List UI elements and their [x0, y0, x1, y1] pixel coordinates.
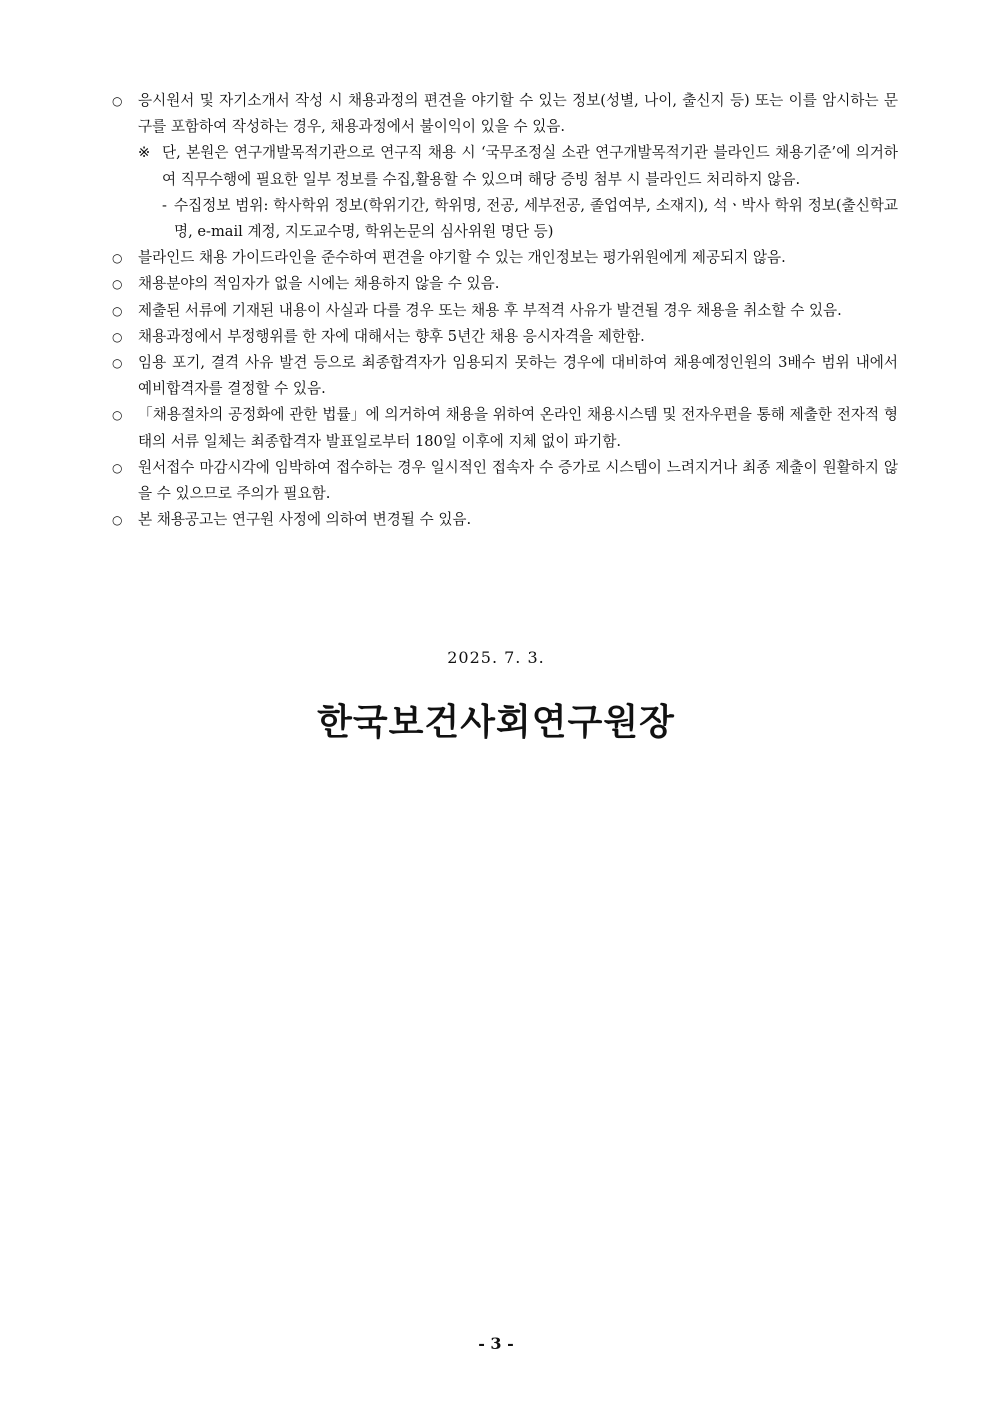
signature-title: 한국보건사회연구원장	[317, 701, 675, 743]
circle-bullet-icon: ○	[112, 460, 123, 475]
circle-bullet-icon: ○	[112, 303, 123, 318]
list-item-text: 원서접수 마감시각에 임박하여 접수하는 경우 일시적인 접속자 수 증가로 시스템이 느려지거나 최종 제출이 원활하지 않을 수 있으므로 주의가 필요함.	[138, 458, 898, 503]
page-number: - 3 -	[478, 1334, 514, 1353]
sub-note-item	[112, 193, 898, 245]
list-item	[112, 455, 898, 507]
list-item-text: 「채용절차의 공정화에 관한 법률」에 의거하여 채용을 위하여 온라인 채용시스템 및 전자우편을 통해 제출한 전자적 형태의 서류 일체는 최종합격자 발표일로부터 180일 이후에 지체 없이 파기함.	[138, 406, 898, 450]
circle-bullet-icon: ○	[112, 513, 123, 528]
list-item-text: 제출된 서류에 기재된 내용이 사실과 다를 경우 또는 채용 후 부적격 사유가 발견될 경우 채용을 취소할 수 있음.	[138, 301, 842, 319]
reference-mark-icon: ※	[138, 144, 151, 162]
notice-list	[112, 88, 898, 533]
circle-bullet-icon: ○	[112, 408, 123, 423]
announcement-date: 2025. 7. 3.	[447, 648, 545, 667]
circle-bullet-icon: ○	[112, 94, 123, 108]
circle-bullet-icon: ○	[112, 356, 123, 371]
list-item	[112, 88, 898, 140]
list-item	[112, 402, 898, 454]
list-item-text: 응시원서 및 자기소개서 작성 시 채용과정의 편견을 야기할 수 있는 정보(성별, 나이, 출신지 등) 또는 이를 암시하는 문구를 포함하여 작성하는 경우, 채용과정에서 불이익이 있을 수 있음.	[138, 92, 898, 136]
note-item	[112, 140, 898, 192]
list-item	[112, 350, 898, 402]
list-item	[112, 245, 898, 271]
list-item-text: 임용 포기, 결격 사유 발견 등으로 최종합격자가 임용되지 못하는 경우에 대비하여 채용예정인원의 3배수 범위 내에서 예비합격자를 결정할 수 있음.	[138, 354, 898, 398]
list-item	[112, 271, 898, 297]
circle-bullet-icon: ○	[112, 329, 123, 344]
circle-bullet-icon: ○	[112, 251, 123, 266]
circle-bullet-icon: ○	[112, 277, 123, 292]
dash-bullet-icon: -	[162, 196, 167, 214]
list-item	[112, 298, 898, 324]
list-item-text: 본 채용공고는 연구원 사정에 의하여 변경될 수 있음.	[138, 511, 472, 529]
list-item-text: 채용과정에서 부정행위를 한 자에 대해서는 향후 5년간 채용 응시자격을 제한함.	[138, 327, 645, 345]
list-item-text: 채용분야의 적임자가 없을 시에는 채용하지 않을 수 있음.	[138, 275, 500, 293]
list-item	[112, 324, 898, 350]
list-item	[112, 507, 898, 533]
note-text: 단, 본원은 연구개발목적기관으로 연구직 채용 시 ‘국무조정실 소관 연구개발목적기관 블라인드 채용기준’에 의거하여 직무수행에 필요한 일부 정보를 수집,활용할 수 있으며 해당 증빙 첨부 시 블라인드 처리하지 않음.	[162, 144, 898, 188]
list-item-text: 블라인드 채용 가이드라인을 준수하여 편견을 야기할 수 있는 개인정보는 평가위원에게 제공되지 않음.	[138, 249, 786, 267]
sub-note-text: 수집정보 범위: 학사학위 정보(학위기간, 학위명, 전공, 세부전공, 졸업여부, 소재지), 석ㆍ박사 학위 정보(출신학교명, e-mail 계정, 지도교수명, 학위논문의 심사위원 명단 등)	[174, 196, 898, 241]
